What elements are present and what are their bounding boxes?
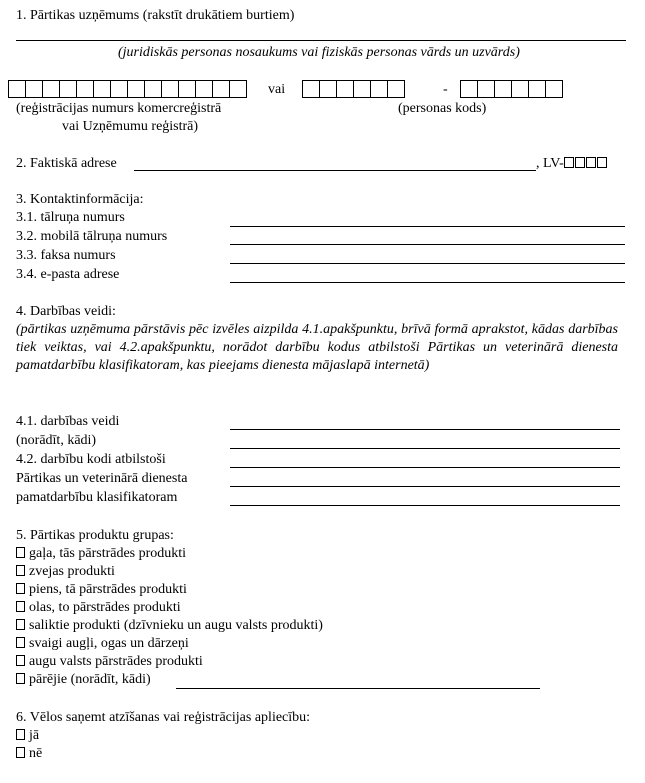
activity-input-line-4[interactable] <box>230 486 620 487</box>
personal-code-digit-box[interactable] <box>528 80 546 98</box>
product-group-option[interactable] <box>16 672 151 688</box>
checkbox-icon[interactable] <box>16 673 25 684</box>
option-label: jā <box>29 728 40 743</box>
checkbox-icon[interactable] <box>16 637 25 648</box>
option-label: augu valsts pārstrādes produkti <box>29 654 203 669</box>
product-group-option[interactable] <box>16 600 181 616</box>
address-label: 2. Faktiskā adrese <box>16 156 117 171</box>
section-4-note: (pārtikas uzņēmuma pārstāvis pēc izvēles aizpilda 4.1.apakšpunktu, brīvā formā aprakstot, kādas darbības tiek veiktas, vai 4.2.apakšpunktu, norādot darbību kodus atbilstoši Pārtikas un veterinārā dienesta pamatdarbību klasifikatoram, kas pieejams dienesta mājaslapā internetā) <box>16 322 618 373</box>
reg-digit-box[interactable] <box>8 80 26 98</box>
fax-label: 3.3. faksa numurs <box>16 248 116 263</box>
email-input-line[interactable] <box>230 282 625 283</box>
postal-digit-box[interactable] <box>586 157 596 168</box>
personal-code-digit-box[interactable] <box>302 80 320 98</box>
personal-code-digit-box[interactable] <box>511 80 529 98</box>
option-label: zvejas produkti <box>29 564 115 579</box>
personal-code-digit-box[interactable] <box>353 80 371 98</box>
mobile-input-line[interactable] <box>230 244 625 245</box>
registration-caption-line1: (reģistrācijas numurs komercreģistrā <box>16 101 222 116</box>
address-input-line[interactable] <box>134 170 536 171</box>
option-label: svaigi augļi, ogas un dārzeņi <box>29 636 189 651</box>
postal-digit-box[interactable] <box>564 157 574 168</box>
phone-label: 3.1. tālruņa numurs <box>16 210 125 225</box>
product-group-option[interactable] <box>16 582 187 598</box>
company-name-caption: (juridiskās personas nosaukums vai fiziskās personas vārds un uzvārds) <box>118 45 520 60</box>
activity-codes-label-3: pamatdarbību klasifikatoram <box>16 490 178 505</box>
reg-digit-box[interactable] <box>76 80 94 98</box>
personal-code-digit-box[interactable] <box>370 80 388 98</box>
reg-digit-box[interactable] <box>229 80 247 98</box>
activity-input-line-3[interactable] <box>230 467 620 468</box>
checkbox-icon[interactable] <box>16 547 25 558</box>
option-label: pārējie (norādīt, kādi) <box>29 672 151 687</box>
reg-digit-box[interactable] <box>195 80 213 98</box>
option-label: olas, to pārstrādes produkti <box>29 600 181 615</box>
postal-code-prefix: , LV- <box>536 156 564 171</box>
product-group-option[interactable] <box>16 636 189 652</box>
activity-types-label: 4.1. darbības veidi <box>16 414 120 429</box>
section-4-title: 4. Darbības veidi: <box>16 304 116 319</box>
product-group-option[interactable] <box>16 564 115 580</box>
checkbox-icon[interactable] <box>16 655 25 666</box>
company-name-input-line[interactable] <box>16 40 626 41</box>
reg-digit-box[interactable] <box>93 80 111 98</box>
personal-code-digit-box[interactable] <box>336 80 354 98</box>
postal-code-field[interactable] <box>536 156 608 172</box>
checkbox-icon[interactable] <box>16 747 25 758</box>
section-5-title: 5. Pārtikas produktu grupas: <box>16 528 174 543</box>
mobile-label: 3.2. mobilā tālruņa numurs <box>16 229 168 244</box>
activity-codes-label: 4.2. darbību kodi atbilstoši <box>16 452 166 467</box>
checkbox-icon[interactable] <box>16 583 25 594</box>
option-label: saliktie produkti (dzīvnieku un augu valsts produkti) <box>29 618 323 633</box>
checkbox-icon[interactable] <box>16 565 25 576</box>
personal-code-digit-box[interactable] <box>460 80 478 98</box>
postal-digit-box[interactable] <box>575 157 585 168</box>
personal-code-dash: - <box>443 82 448 97</box>
checkbox-icon[interactable] <box>16 729 25 740</box>
registration-number-boxes[interactable] <box>8 80 247 98</box>
activity-input-line-2[interactable] <box>230 448 620 449</box>
product-group-option[interactable] <box>16 618 323 634</box>
section-6-title: 6. Vēlos saņemt atzīšanas vai reģistrācijas apliecību: <box>16 710 311 725</box>
reg-digit-box[interactable] <box>42 80 60 98</box>
reg-digit-box[interactable] <box>178 80 196 98</box>
option-label: piens, tā pārstrādes produkti <box>29 582 187 597</box>
certificate-option-yes[interactable] <box>16 728 39 744</box>
personal-code-digit-box[interactable] <box>477 80 495 98</box>
or-label: vai <box>268 82 286 97</box>
registration-caption-line2: vai Uzņēmumu reģistrā) <box>62 119 199 134</box>
email-label: 3.4. e-pasta adrese <box>16 267 120 282</box>
option-label: gaļa, tās pārstrādes produkti <box>29 546 187 561</box>
section-3-title: 3. Kontaktinformācija: <box>16 192 144 207</box>
reg-digit-box[interactable] <box>161 80 179 98</box>
reg-digit-box[interactable] <box>59 80 77 98</box>
fax-input-line[interactable] <box>230 263 625 264</box>
personal-code-digit-box[interactable] <box>319 80 337 98</box>
personal-code-part2-boxes[interactable] <box>460 80 563 98</box>
checkbox-icon[interactable] <box>16 619 25 630</box>
reg-digit-box[interactable] <box>127 80 145 98</box>
other-products-input-line[interactable] <box>176 688 540 689</box>
activity-specify-label: (norādīt, kādi) <box>16 433 97 448</box>
product-group-option[interactable] <box>16 654 203 670</box>
product-group-option[interactable] <box>16 546 186 562</box>
phone-input-line[interactable] <box>230 226 625 227</box>
personal-code-digit-box[interactable] <box>545 80 563 98</box>
section-1-title: 1. Pārtikas uzņēmums (rakstīt drukātiem burtiem) <box>16 8 295 23</box>
postal-digit-box[interactable] <box>597 157 607 168</box>
certificate-option-no[interactable] <box>16 746 42 762</box>
reg-digit-box[interactable] <box>110 80 128 98</box>
activity-codes-label-2: Pārtikas un veterinārā dienesta <box>16 471 188 486</box>
personal-code-digit-box[interactable] <box>387 80 405 98</box>
reg-digit-box[interactable] <box>25 80 43 98</box>
reg-digit-box[interactable] <box>144 80 162 98</box>
personal-code-part1-boxes[interactable] <box>302 80 405 98</box>
checkbox-icon[interactable] <box>16 601 25 612</box>
personal-code-caption: (personas kods) <box>398 101 487 116</box>
activity-input-line-1[interactable] <box>230 429 620 430</box>
personal-code-digit-box[interactable] <box>494 80 512 98</box>
reg-digit-box[interactable] <box>212 80 230 98</box>
activity-input-line-5[interactable] <box>230 505 620 506</box>
option-label: nē <box>29 746 43 761</box>
